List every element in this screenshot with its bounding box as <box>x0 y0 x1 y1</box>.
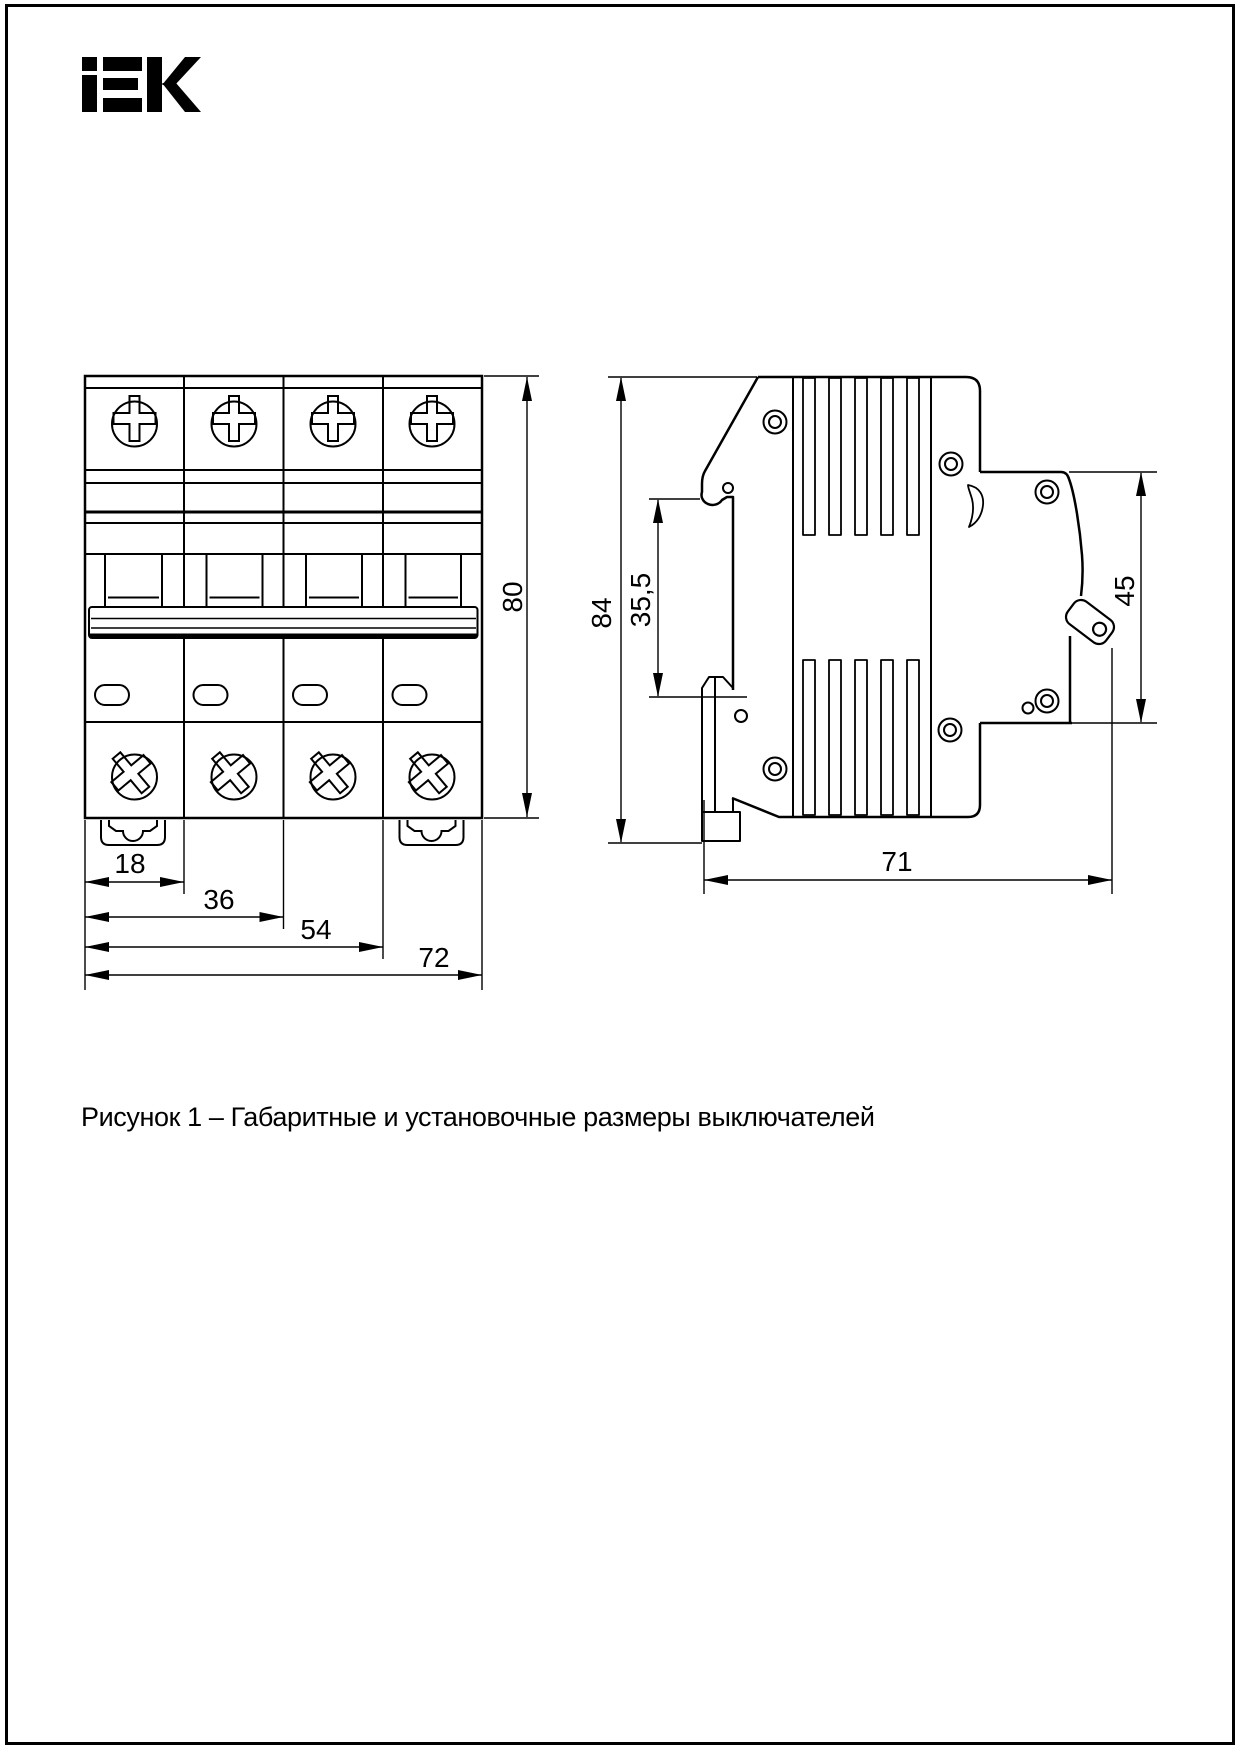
vent-slots-top <box>803 378 919 535</box>
toggle-handle <box>105 554 162 607</box>
rivet-icon <box>1036 481 1059 504</box>
din-rail-clip <box>702 677 740 841</box>
pin-hole <box>735 710 747 722</box>
label-window <box>95 685 129 705</box>
terminal-screw-icon <box>410 396 455 447</box>
kidney-slot <box>968 485 983 527</box>
side-dim-labels <box>586 573 1140 877</box>
bottom-terminal-screws <box>100 742 459 803</box>
dim-label-72: 72 <box>418 942 450 973</box>
rivet-icon <box>1036 690 1059 713</box>
dim-label-71: 71 <box>881 846 913 877</box>
terminal-screw-icon <box>100 742 161 803</box>
dim-label-80: 80 <box>497 581 528 613</box>
terminal-screw-icon <box>398 742 459 803</box>
dim-36 <box>85 912 284 922</box>
front-din-clips <box>101 820 464 845</box>
din-clip <box>101 820 165 845</box>
label-window <box>194 685 228 705</box>
rivet-icon <box>764 758 787 781</box>
label-windows <box>95 685 427 705</box>
dim-label-35-5: 35,5 <box>625 572 656 628</box>
figure-caption: Рисунок 1 – Габаритные и установочные размеры выключателей <box>81 1102 875 1132</box>
pin-hole <box>1023 703 1034 714</box>
toggle-handle <box>406 554 462 607</box>
dim-label-54: 54 <box>300 914 332 945</box>
vent-block <box>793 377 931 816</box>
terminal-screw-icon <box>200 742 261 803</box>
rivet-icon <box>939 719 962 742</box>
front-width-dimensions <box>85 376 539 990</box>
lever-hole <box>1090 620 1108 638</box>
rivets <box>723 411 1059 781</box>
pin-hole <box>723 483 733 493</box>
toggle-handle <box>306 554 362 607</box>
terminal-screw-icon <box>311 396 356 447</box>
terminal-screw-icon <box>299 742 360 803</box>
breaker-side-body <box>702 377 1083 817</box>
rivet-icon <box>764 411 787 434</box>
front-dim-labels <box>114 581 528 973</box>
rivet-icon <box>940 453 963 476</box>
vent-slots-bottom <box>803 660 919 815</box>
terminal-screw-icon <box>112 396 157 447</box>
dim-label-18: 18 <box>114 848 146 879</box>
front-view <box>85 376 539 990</box>
label-window <box>393 685 427 705</box>
trip-bar <box>89 607 478 638</box>
dim-54 <box>85 942 383 952</box>
label-window <box>293 685 327 705</box>
terminal-screw-icon <box>212 396 257 447</box>
dim-label-45: 45 <box>1109 575 1140 607</box>
dim-label-84: 84 <box>586 597 617 629</box>
side-view <box>586 377 1157 894</box>
dim-label-36: 36 <box>203 884 235 915</box>
toggle-handle <box>207 554 263 607</box>
din-clip <box>400 820 464 845</box>
